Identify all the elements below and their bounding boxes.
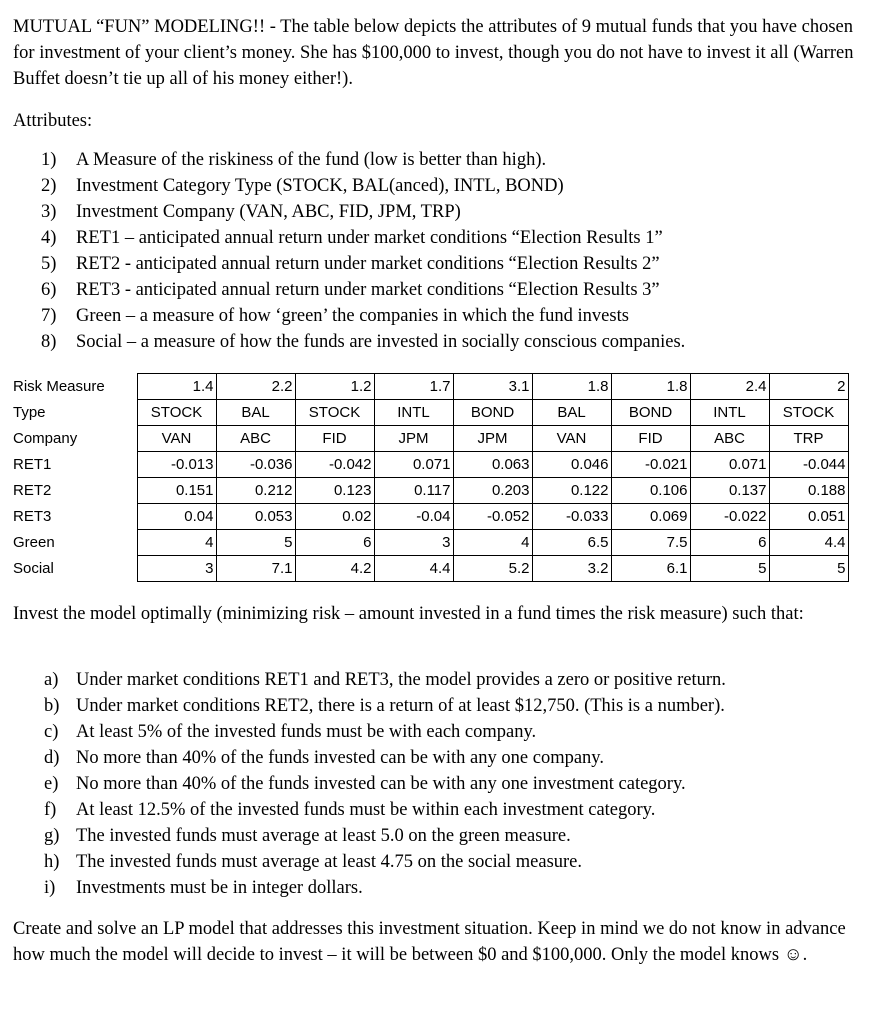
table-cell: 4.4 [374, 556, 453, 582]
table-cell: VAN [137, 426, 216, 452]
table-cell: 5 [769, 556, 848, 582]
table-cell: 0.212 [216, 478, 295, 504]
table-row [13, 504, 848, 530]
list-item: 7) Green – a measure of how ‘green’ the companies in which the fund invests [41, 306, 629, 326]
attributes-list [41, 147, 685, 355]
table-cell: 2 [769, 374, 848, 400]
list-item: 2) Investment Category Type (STOCK, BAL(anced), INTL, BOND) [41, 176, 564, 196]
table-row [13, 452, 848, 478]
list-item: 6) RET3 - anticipated annual return under market conditions “Election Results 3” [41, 280, 660, 300]
table-cell: 5 [690, 556, 769, 582]
table-cell: 0.02 [295, 504, 374, 530]
table-cell: -0.033 [532, 504, 611, 530]
table-cell: BOND [611, 400, 690, 426]
table-row [13, 400, 848, 426]
table-cell: 4.4 [769, 530, 848, 556]
list-item: 5) RET2 - anticipated annual return under market conditions “Election Results 2” [41, 254, 660, 274]
table-cell: 0.117 [374, 478, 453, 504]
table-cell: -0.052 [453, 504, 532, 530]
list-item: 1) A Measure of the riskiness of the fund (low is better than high). [41, 150, 547, 170]
table-cell: BAL [532, 400, 611, 426]
table-cell: TRP [769, 426, 848, 452]
list-item: b) Under market conditions RET2, there is a return of at least $12,750. (This is a number). [44, 696, 725, 716]
table-cell: 3 [137, 556, 216, 582]
list-item: e) No more than 40% of the funds invested can be with any one investment category. [44, 774, 686, 794]
table-cell: 0.069 [611, 504, 690, 530]
table-cell: 0.203 [453, 478, 532, 504]
row-label: RET3 [13, 508, 52, 525]
fund-attributes-table [13, 373, 849, 582]
table-cell: -0.021 [611, 452, 690, 478]
table-cell: STOCK [295, 400, 374, 426]
table-row [13, 374, 848, 400]
closing-paragraph: Create and solve an LP model that addresses this investment situation. Keep in mind we do not know in advance how much the model will decide to invest – it will be between $0 and $100,000. Only the model knows ☺. [13, 919, 846, 965]
list-item: f) At least 12.5% of the invested funds must be within each investment category. [44, 800, 656, 820]
table-cell: -0.036 [216, 452, 295, 478]
table-cell: 0.071 [374, 452, 453, 478]
table-cell: -0.04 [374, 504, 453, 530]
table-cell: 0.123 [295, 478, 374, 504]
list-item: g) The invested funds must average at least 5.0 on the green measure. [44, 826, 571, 846]
table-cell: -0.042 [295, 452, 374, 478]
table-cell: BOND [453, 400, 532, 426]
table-cell: 0.046 [532, 452, 611, 478]
table-row [13, 426, 848, 452]
list-item: c) At least 5% of the invested funds must be with each company. [44, 722, 537, 742]
table-cell: 1.2 [295, 374, 374, 400]
row-label: Social [13, 560, 54, 577]
table-cell: 7.1 [216, 556, 295, 582]
table-row [13, 556, 848, 582]
list-item: 3) Investment Company (VAN, ABC, FID, JPM, TRP) [41, 202, 461, 222]
table-cell: -0.044 [769, 452, 848, 478]
table-cell: 0.071 [690, 452, 769, 478]
row-label: Type [13, 404, 46, 421]
table-cell: 3.2 [532, 556, 611, 582]
table-cell: INTL [374, 400, 453, 426]
list-item: d) No more than 40% of the funds invested can be with any one company. [44, 748, 604, 768]
table-cell: STOCK [769, 400, 848, 426]
table-cell: 5.2 [453, 556, 532, 582]
intro-paragraph: MUTUAL “FUN” MODELING!! - The table below depicts the attributes of 9 mutual funds that you have chosen for investment of your client’s money. She has $100,000 to invest, though you do not have to invest it all (Warren Buffet doesn’t tie up all of his money either!). [13, 17, 854, 89]
table-cell: 0.04 [137, 504, 216, 530]
list-item: h) The invested funds must average at least 4.75 on the social measure. [44, 852, 583, 872]
table-cell: 5 [216, 530, 295, 556]
table-cell: 0.053 [216, 504, 295, 530]
table-cell: BAL [216, 400, 295, 426]
invest-instructions: Invest the model optimally (minimizing risk – amount invested in a fund times the risk measure) such that: [13, 604, 804, 624]
list-item: 8) Social – a measure of how the funds are invested in socially conscious companies. [41, 332, 686, 352]
table-cell: 4 [453, 530, 532, 556]
table-cell: STOCK [137, 400, 216, 426]
table-cell: 0.188 [769, 478, 848, 504]
table-cell: 6.5 [532, 530, 611, 556]
table-cell: JPM [453, 426, 532, 452]
table-cell: ABC [216, 426, 295, 452]
table-cell: 6 [690, 530, 769, 556]
table-cell: 0.151 [137, 478, 216, 504]
table-cell: 3.1 [453, 374, 532, 400]
table-cell: JPM [374, 426, 453, 452]
table-cell: FID [611, 426, 690, 452]
table-cell: INTL [690, 400, 769, 426]
table-cell: 1.8 [532, 374, 611, 400]
table-row [13, 478, 848, 504]
table-cell: 4.2 [295, 556, 374, 582]
row-label: RET2 [13, 482, 52, 499]
table-cell: 6.1 [611, 556, 690, 582]
attributes-heading: Attributes: [13, 111, 93, 131]
row-label: RET1 [13, 456, 52, 473]
row-label: Green [13, 534, 55, 551]
table-cell: -0.013 [137, 452, 216, 478]
list-item: a) Under market conditions RET1 and RET3, the model provides a zero or positive return. [44, 670, 726, 690]
table-cell: 3 [374, 530, 453, 556]
table-cell: 1.7 [374, 374, 453, 400]
row-label: Risk Measure [13, 378, 105, 395]
list-item: 4) RET1 – anticipated annual return under market conditions “Election Results 1” [41, 228, 663, 248]
table-cell: 1.4 [137, 374, 216, 400]
table-cell: 0.063 [453, 452, 532, 478]
table-cell: 6 [295, 530, 374, 556]
table-cell: 2.4 [690, 374, 769, 400]
table-cell: VAN [532, 426, 611, 452]
table-cell: 4 [137, 530, 216, 556]
constraints-list [44, 667, 726, 901]
table-cell: 0.051 [769, 504, 848, 530]
table-cell: 7.5 [611, 530, 690, 556]
list-item: i) Investments must be in integer dollars. [44, 878, 363, 898]
table-cell: -0.022 [690, 504, 769, 530]
table-cell: ABC [690, 426, 769, 452]
table-cell: 2.2 [216, 374, 295, 400]
table-row [13, 530, 848, 556]
table-cell: 1.8 [611, 374, 690, 400]
table-cell: 0.122 [532, 478, 611, 504]
table-cell: 0.137 [690, 478, 769, 504]
table-cell: FID [295, 426, 374, 452]
row-label: Company [13, 430, 78, 447]
table-cell: 0.106 [611, 478, 690, 504]
